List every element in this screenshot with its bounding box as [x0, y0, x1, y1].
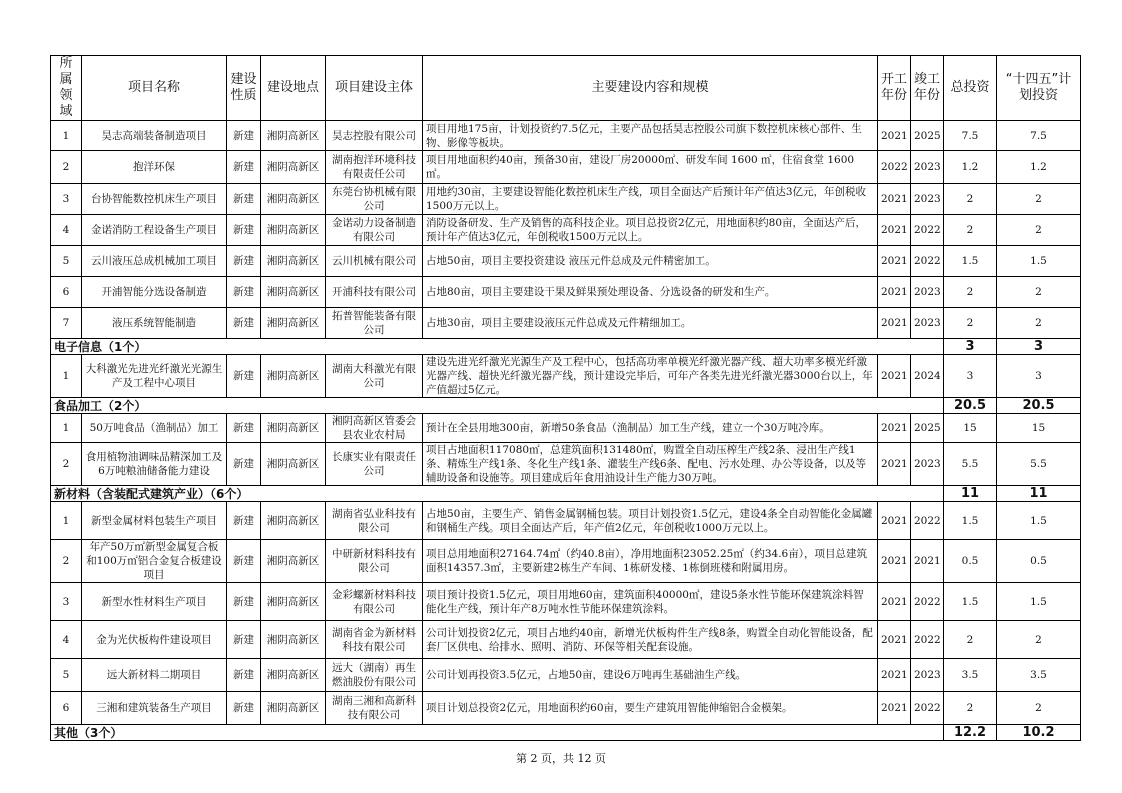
construction-location: 湘阴高新区 — [261, 215, 326, 246]
total-investment: 1.5 — [944, 583, 997, 621]
project-content: 项目计划总投资2亿元，用地面积约60亩，要生产建筑用智能伸缩铝合金模架。 — [423, 692, 878, 725]
construction-location: 湘阴高新区 — [261, 540, 326, 583]
table-row — [51, 443, 1081, 486]
project-name: 开浦智能分选设备制造 — [82, 277, 227, 308]
category-total: 20.5 — [944, 398, 997, 414]
header-domain: 所属领域 — [51, 56, 82, 121]
total-investment: 2 — [944, 621, 997, 659]
project-name: 新型金属材料包装生产项目 — [82, 502, 227, 540]
plan-investment: 1.5 — [997, 502, 1081, 540]
plan-investment: 2 — [997, 215, 1081, 246]
row-number: 1 — [51, 121, 82, 151]
category-plan: 10.2 — [997, 725, 1081, 741]
project-owner: 东莞台协机械有限公司 — [326, 184, 423, 215]
end-year: 2022 — [911, 583, 944, 621]
row-number: 1 — [51, 502, 82, 540]
project-owner: 长康实业有限责任公司 — [326, 443, 423, 486]
table-row — [51, 121, 1081, 151]
project-owner: 开浦科技有限公司 — [326, 277, 423, 308]
end-year: 2021 — [911, 540, 944, 583]
category-row — [51, 398, 1081, 414]
construction-nature: 新建 — [227, 502, 261, 540]
construction-nature: 新建 — [227, 621, 261, 659]
project-name: 金诺消防工程设备生产项目 — [82, 215, 227, 246]
start-year: 2021 — [878, 443, 911, 486]
end-year: 2024 — [911, 355, 944, 398]
total-investment: 7.5 — [944, 121, 997, 151]
end-year: 2023 — [911, 659, 944, 692]
plan-investment: 1.2 — [997, 151, 1081, 184]
plan-investment: 7.5 — [997, 121, 1081, 151]
construction-nature: 新建 — [227, 540, 261, 583]
end-year: 2022 — [911, 215, 944, 246]
project-name: 液压系统智能制造 — [82, 308, 227, 339]
header-content: 主要建设内容和规模 — [423, 56, 878, 121]
category-plan: 20.5 — [997, 398, 1081, 414]
table-row — [51, 215, 1081, 246]
start-year: 2021 — [878, 121, 911, 151]
plan-investment: 3.5 — [997, 659, 1081, 692]
construction-nature: 新建 — [227, 308, 261, 339]
construction-location: 湘阴高新区 — [261, 502, 326, 540]
end-year: 2025 — [911, 121, 944, 151]
header-total-investment: 总投资 — [944, 56, 997, 121]
construction-location: 湘阴高新区 — [261, 443, 326, 486]
total-investment: 3 — [944, 355, 997, 398]
project-name: 台协智能数控机床生产项目 — [82, 184, 227, 215]
header-plan-investment: “十四五”计划投资 — [997, 56, 1081, 121]
table-row — [51, 502, 1081, 540]
start-year: 2021 — [878, 540, 911, 583]
project-content: 预计在全县用地300亩，新增50条食品（渔制品）加工生产线，建立一个30万吨冷库。 — [423, 414, 878, 443]
header-start-year: 开工年份 — [878, 56, 911, 121]
construction-nature: 新建 — [227, 583, 261, 621]
construction-location: 湘阴高新区 — [261, 659, 326, 692]
project-name: 食用植物油调味品精深加工及6万吨粮油储备能力建设 — [82, 443, 227, 486]
project-content: 占地80亩，项目主要建设干果及鲜果预处理设备、分选设备的研发和生产。 — [423, 277, 878, 308]
category-plan: 3 — [997, 339, 1081, 355]
construction-nature: 新建 — [227, 184, 261, 215]
project-content: 项目用地面积约40亩，预备30亩，建设厂房20000㎡、研发车间 1600 ㎡，住宿食堂 1600 ㎡。 — [423, 151, 878, 184]
project-content: 用地约30亩，主要建设智能化数控机床生产线，项目全面达产后预计年产值达3亿元，年创税收1500万元以上。 — [423, 184, 878, 215]
end-year: 2022 — [911, 246, 944, 277]
row-number: 2 — [51, 443, 82, 486]
project-content: 占地30亩，项目主要建设液压元件总成及元件精细加工。 — [423, 308, 878, 339]
total-investment: 1.2 — [944, 151, 997, 184]
table-row — [51, 414, 1081, 443]
category-total: 3 — [944, 339, 997, 355]
project-owner: 湖南省弘业科技有限公司 — [326, 502, 423, 540]
project-owner: 湖南大科激光有限公司 — [326, 355, 423, 398]
total-investment: 3.5 — [944, 659, 997, 692]
category-row — [51, 486, 1081, 502]
start-year: 2021 — [878, 355, 911, 398]
plan-investment: 1.5 — [997, 583, 1081, 621]
row-number: 5 — [51, 659, 82, 692]
construction-nature: 新建 — [227, 215, 261, 246]
category-label: 其他（3个） — [51, 725, 944, 741]
end-year: 2023 — [911, 277, 944, 308]
project-owner: 远大（湖南）再生燃油股份有限公司 — [326, 659, 423, 692]
row-number: 2 — [51, 540, 82, 583]
total-investment: 1.5 — [944, 246, 997, 277]
project-name: 金为光伏板构件建设项目 — [82, 621, 227, 659]
table-row — [51, 540, 1081, 583]
project-content: 项目用地175亩，计划投资约7.5亿元，主要产品包括昊志控股公司旗下数控机床核心部件、生物、影像等板块。 — [423, 121, 878, 151]
plan-investment: 3 — [997, 355, 1081, 398]
row-number: 4 — [51, 215, 82, 246]
table-body — [51, 121, 1081, 741]
table-row — [51, 308, 1081, 339]
project-owner: 湖南省金为新材料科技有限公司 — [326, 621, 423, 659]
plan-investment: 0.5 — [997, 540, 1081, 583]
start-year: 2021 — [878, 659, 911, 692]
project-owner: 金诺动力设备制造有限公司 — [326, 215, 423, 246]
total-investment: 5.5 — [944, 443, 997, 486]
project-content: 占地50亩，项目主要投资建设 液压元件总成及元件精密加工。 — [423, 246, 878, 277]
construction-nature: 新建 — [227, 277, 261, 308]
table-row — [51, 583, 1081, 621]
start-year: 2021 — [878, 277, 911, 308]
row-number: 6 — [51, 692, 82, 725]
table-row — [51, 277, 1081, 308]
table-row — [51, 621, 1081, 659]
construction-location: 湘阴高新区 — [261, 277, 326, 308]
row-number: 1 — [51, 414, 82, 443]
total-investment: 2 — [944, 692, 997, 725]
project-owner: 昊志控股有限公司 — [326, 121, 423, 151]
total-investment: 0.5 — [944, 540, 997, 583]
project-owner: 金彩螺新材料科技有限公司 — [326, 583, 423, 621]
project-name: 昊志高端装备制造项目 — [82, 121, 227, 151]
project-name: 年产50万㎡新型金属复合板和100万㎡铝合金复合板建设项目 — [82, 540, 227, 583]
construction-nature: 新建 — [227, 414, 261, 443]
end-year: 2022 — [911, 692, 944, 725]
project-content: 公司计划再投资3.5亿元，占地50亩，建设6万吨再生基础油生产线。 — [423, 659, 878, 692]
plan-investment: 15 — [997, 414, 1081, 443]
category-total: 11 — [944, 486, 997, 502]
plan-investment: 2 — [997, 308, 1081, 339]
construction-location: 湘阴高新区 — [261, 355, 326, 398]
header-end-year: 竣工年份 — [911, 56, 944, 121]
construction-location: 湘阴高新区 — [261, 621, 326, 659]
plan-investment: 1.5 — [997, 246, 1081, 277]
header-name: 项目名称 — [82, 56, 227, 121]
category-label: 食品加工（2个） — [51, 398, 944, 414]
project-name: 三湘和建筑装备生产项目 — [82, 692, 227, 725]
project-owner: 中研新材料科技有限公司 — [326, 540, 423, 583]
plan-investment: 5.5 — [997, 443, 1081, 486]
total-investment: 1.5 — [944, 502, 997, 540]
end-year: 2022 — [911, 621, 944, 659]
construction-nature: 新建 — [227, 443, 261, 486]
construction-location: 湘阴高新区 — [261, 151, 326, 184]
project-name: 抱洋环保 — [82, 151, 227, 184]
project-owner: 云川机械有限公司 — [326, 246, 423, 277]
end-year: 2023 — [911, 184, 944, 215]
start-year: 2021 — [878, 621, 911, 659]
total-investment: 2 — [944, 277, 997, 308]
project-owner: 湖南三湘和高新科技有限公司 — [326, 692, 423, 725]
construction-nature: 新建 — [227, 246, 261, 277]
project-content: 项目占地面积117080㎡，总建筑面积131480㎡，购置全自动压榨生产线2条、浸出生产线1条、精炼生产线1条、冬化生产线1条、灌装生产线6条、配电、污水处理、办公等设备，以及等辅助设备和设施等。项目建成后年食用油设计生产能力30万吨。 — [423, 443, 878, 486]
construction-location: 湘阴高新区 — [261, 308, 326, 339]
end-year: 2025 — [911, 414, 944, 443]
start-year: 2021 — [878, 583, 911, 621]
category-total: 12.2 — [944, 725, 997, 741]
plan-investment: 2 — [997, 692, 1081, 725]
header-row — [51, 56, 1081, 121]
total-investment: 2 — [944, 308, 997, 339]
row-number: 5 — [51, 246, 82, 277]
project-content: 公司计划投资2亿元，项目占地约40亩，新增光伏板构件生产线8条，购置全自动化智能设备，配套厂区供电、给排水、照明、消防、环保等相关配套设施。 — [423, 621, 878, 659]
end-year: 2023 — [911, 308, 944, 339]
project-table — [50, 55, 1081, 741]
total-investment: 2 — [944, 184, 997, 215]
category-row — [51, 339, 1081, 355]
construction-location: 湘阴高新区 — [261, 692, 326, 725]
project-owner: 拓普智能装备有限公司 — [326, 308, 423, 339]
plan-investment: 2 — [997, 277, 1081, 308]
header-location: 建设地点 — [261, 56, 326, 121]
row-number: 3 — [51, 583, 82, 621]
start-year: 2021 — [878, 692, 911, 725]
project-owner: 湖南抱洋环境科技有限责任公司 — [326, 151, 423, 184]
project-name: 远大新材料二期项目 — [82, 659, 227, 692]
total-investment: 15 — [944, 414, 997, 443]
project-content: 消防设备研发、生产及销售的高科技企业。项目总投资2亿元，用地面积约80亩，全面达产后，预计年产值达3亿元，年创税收1500万元以上。 — [423, 215, 878, 246]
start-year: 2021 — [878, 184, 911, 215]
table-row — [51, 692, 1081, 725]
header-nature: 建设性质 — [227, 56, 261, 121]
category-plan: 11 — [997, 486, 1081, 502]
project-content: 项目预计投资1.5亿元，项目用地60亩，建筑面积40000㎡，建设5条水性节能环保建筑涂料智能化生产线，预计年产8万吨水性节能环保建筑涂料。 — [423, 583, 878, 621]
construction-nature: 新建 — [227, 355, 261, 398]
table-row — [51, 151, 1081, 184]
header-owner: 项目建设主体 — [326, 56, 423, 121]
end-year: 2023 — [911, 443, 944, 486]
construction-nature: 新建 — [227, 151, 261, 184]
row-number: 4 — [51, 621, 82, 659]
construction-location: 湘阴高新区 — [261, 246, 326, 277]
start-year: 2021 — [878, 246, 911, 277]
construction-nature: 新建 — [227, 121, 261, 151]
page-footer: 第 2 页，共 12 页 — [516, 752, 606, 765]
construction-location: 湘阴高新区 — [261, 583, 326, 621]
construction-location: 湘阴高新区 — [261, 184, 326, 215]
construction-nature: 新建 — [227, 659, 261, 692]
category-label: 电子信息（1个） — [51, 339, 944, 355]
table-row — [51, 355, 1081, 398]
row-number: 1 — [51, 355, 82, 398]
plan-investment: 2 — [997, 621, 1081, 659]
project-content: 建设先进光纤激光光源生产及工程中心，包括高功率单模光纤激光器产线、超大功率多模光纤激光器产线、超快光纤激光器产线，预计建设完毕后，可年产各类先进光纤激光器3000台以上，年产值超过5亿元。 — [423, 355, 878, 398]
start-year: 2021 — [878, 414, 911, 443]
table-row — [51, 246, 1081, 277]
construction-location: 湘阴高新区 — [261, 414, 326, 443]
construction-nature: 新建 — [227, 692, 261, 725]
start-year: 2021 — [878, 308, 911, 339]
category-row — [51, 725, 1081, 741]
start-year: 2021 — [878, 502, 911, 540]
construction-location: 湘阴高新区 — [261, 121, 326, 151]
start-year: 2022 — [878, 151, 911, 184]
end-year: 2023 — [911, 151, 944, 184]
project-name: 50万吨食品（渔制品）加工 — [82, 414, 227, 443]
start-year: 2021 — [878, 215, 911, 246]
project-name: 新型水性材料生产项目 — [82, 583, 227, 621]
project-name: 大科激光先进光纤激光光源生产及工程中心项目 — [82, 355, 227, 398]
table-row — [51, 659, 1081, 692]
row-number: 6 — [51, 277, 82, 308]
row-number: 2 — [51, 151, 82, 184]
total-investment: 2 — [944, 215, 997, 246]
project-content: 项目总用地面积27164.74㎡（约40.8亩），净用地面积23052.25㎡（约34.6亩），项目总建筑面积14357.3㎡，主要新建2栋生产车间、1栋研发楼、1栋倒班楼和附属用房。 — [423, 540, 878, 583]
plan-investment: 2 — [997, 184, 1081, 215]
project-content: 占地50亩，主要生产、销售金属钢桶包装。项目计划投资1.5亿元，建设4条全自动智能化金属罐和钢桶生产线。项目全面达产后，年产值2亿元，年创税收1000万元以上。 — [423, 502, 878, 540]
table-row — [51, 184, 1081, 215]
end-year: 2022 — [911, 502, 944, 540]
project-name: 云川液压总成机械加工项目 — [82, 246, 227, 277]
row-number: 3 — [51, 184, 82, 215]
category-label: 新材料（含装配式建筑产业）（6个） — [51, 486, 944, 502]
row-number: 7 — [51, 308, 82, 339]
project-owner: 湘阴高新区管委会县农业农村局 — [326, 414, 423, 443]
